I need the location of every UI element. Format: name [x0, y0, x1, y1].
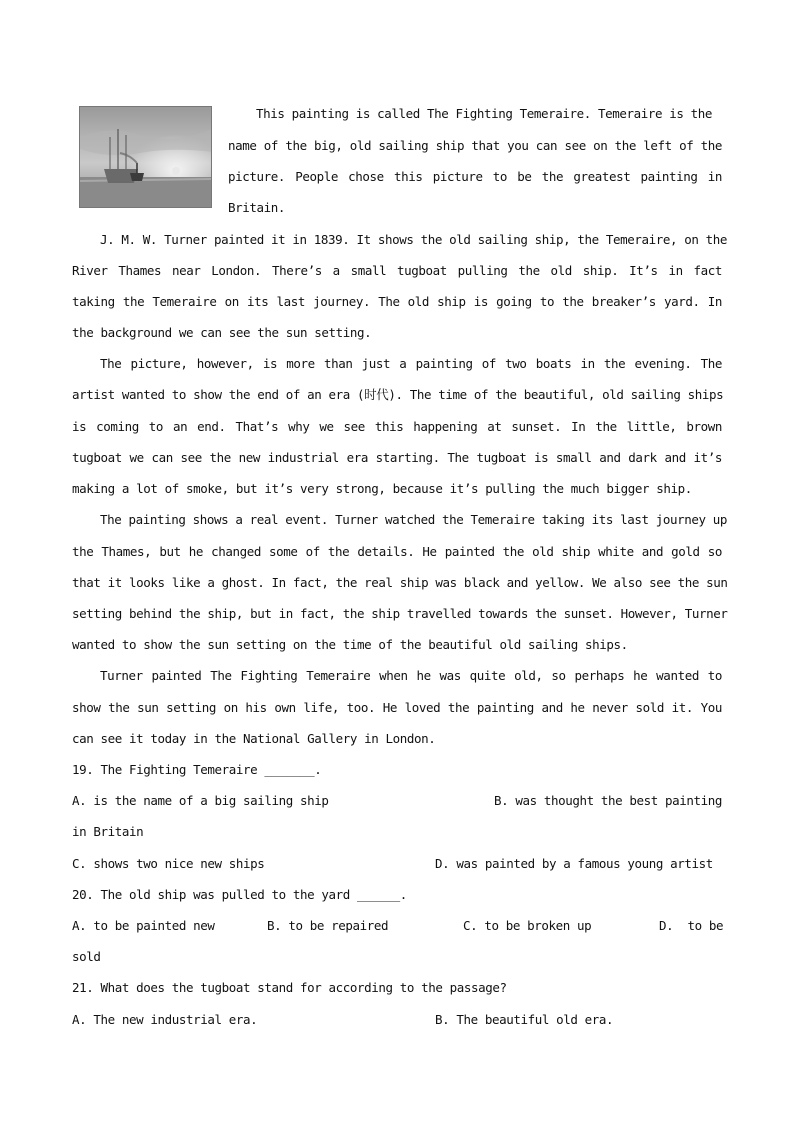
q20-stem: 20. The old ship was pulled to the yard ______. [72, 887, 407, 902]
p1-line-1: J. M. W. Turner painted it in 1839. It shows the old sailing ship, the Temeraire, on the [100, 232, 728, 247]
q19-option-c: C. shows two nice new ships [72, 856, 265, 871]
intro-line-1: This painting is called The Fighting Temeraire. Temeraire is the [256, 106, 713, 121]
q20-option-b: B. to be repaired [267, 918, 389, 933]
p4-line-2: show the sun setting on his own life, too. He loved the painting and he never sold it. You [72, 700, 722, 715]
p3-line-4: setting behind the ship, but in fact, the ship travelled towards the sunset. However, Turner [72, 606, 728, 621]
p3-line-3: that it looks like a ghost. In fact, the real ship was black and yellow. We also see the sun [72, 575, 728, 590]
q19-option-b: B. was thought the best painting [493, 793, 722, 808]
q20-option-c: C. to be broken up [463, 918, 592, 933]
p2-line-1: The picture, however, is more than just a painting of two boats in the evening. The [100, 356, 722, 371]
fighting-temeraire-picture [80, 107, 212, 208]
p2-line-5: making a lot of smoke, but it’s very strong, because it’s pulling the much bigger ship. [72, 481, 692, 496]
q19-option-b-continued: in Britain [72, 824, 144, 839]
p3-line-1: The painting shows a real event. Turner watched the Temeraire taking its last journey up [100, 512, 728, 527]
q20-option-a: A. to be painted new [72, 918, 215, 933]
q21-option-b: B. The beautiful old era. [435, 1012, 614, 1027]
q20-option-d-continued: sold [72, 949, 101, 964]
intro-line-3: picture. People chose this picture to be the greatest painting in [228, 169, 722, 184]
q21-option-a: A. The new industrial era. [72, 1012, 258, 1027]
p2-line-3: is coming to an end. That’s why we see this happening at sunset. In the little, brown [72, 419, 722, 434]
intro-line-4: Britain. [228, 200, 286, 215]
p1-line-4: the background we can see the sun setting. [72, 325, 372, 340]
painting-image [79, 106, 212, 208]
q20-option-d: D. to be [659, 918, 724, 933]
p1-line-2: River Thames near London. There’s a small tugboat pulling the old ship. It’s in fact [72, 263, 722, 278]
p3-line-5: wanted to show the sun setting on the time of the beautiful old sailing ships. [72, 637, 628, 652]
p4-line-3: can see it today in the National Gallery in London. [72, 731, 436, 746]
p2-line-4: tugboat we can see the new industrial era starting. The tugboat is small and dark and it’s [72, 450, 722, 465]
q21-stem: 21. What does the tugboat stand for according to the passage? [72, 980, 507, 995]
q19-option-a: A. is the name of a big sailing ship [72, 793, 329, 808]
p4-line-1: Turner painted The Fighting Temeraire when he was quite old, so perhaps he wanted to [100, 668, 722, 683]
q19-option-d: D. was painted by a famous young artist [435, 856, 713, 871]
intro-line-2: name of the big, old sailing ship that you can see on the left of the [228, 138, 722, 153]
q19-stem: 19. The Fighting Temeraire _______. [72, 762, 322, 777]
p2-line-2: artist wanted to show the end of an era (时代). The time of the beautiful, old sailing ships [72, 387, 724, 402]
p1-line-3: taking the Temeraire on its last journey. The old ship is going to the breaker’s yard. In [72, 294, 722, 309]
p3-line-2: the Thames, but he changed some of the details. He painted the old ship white and gold so [72, 544, 722, 559]
